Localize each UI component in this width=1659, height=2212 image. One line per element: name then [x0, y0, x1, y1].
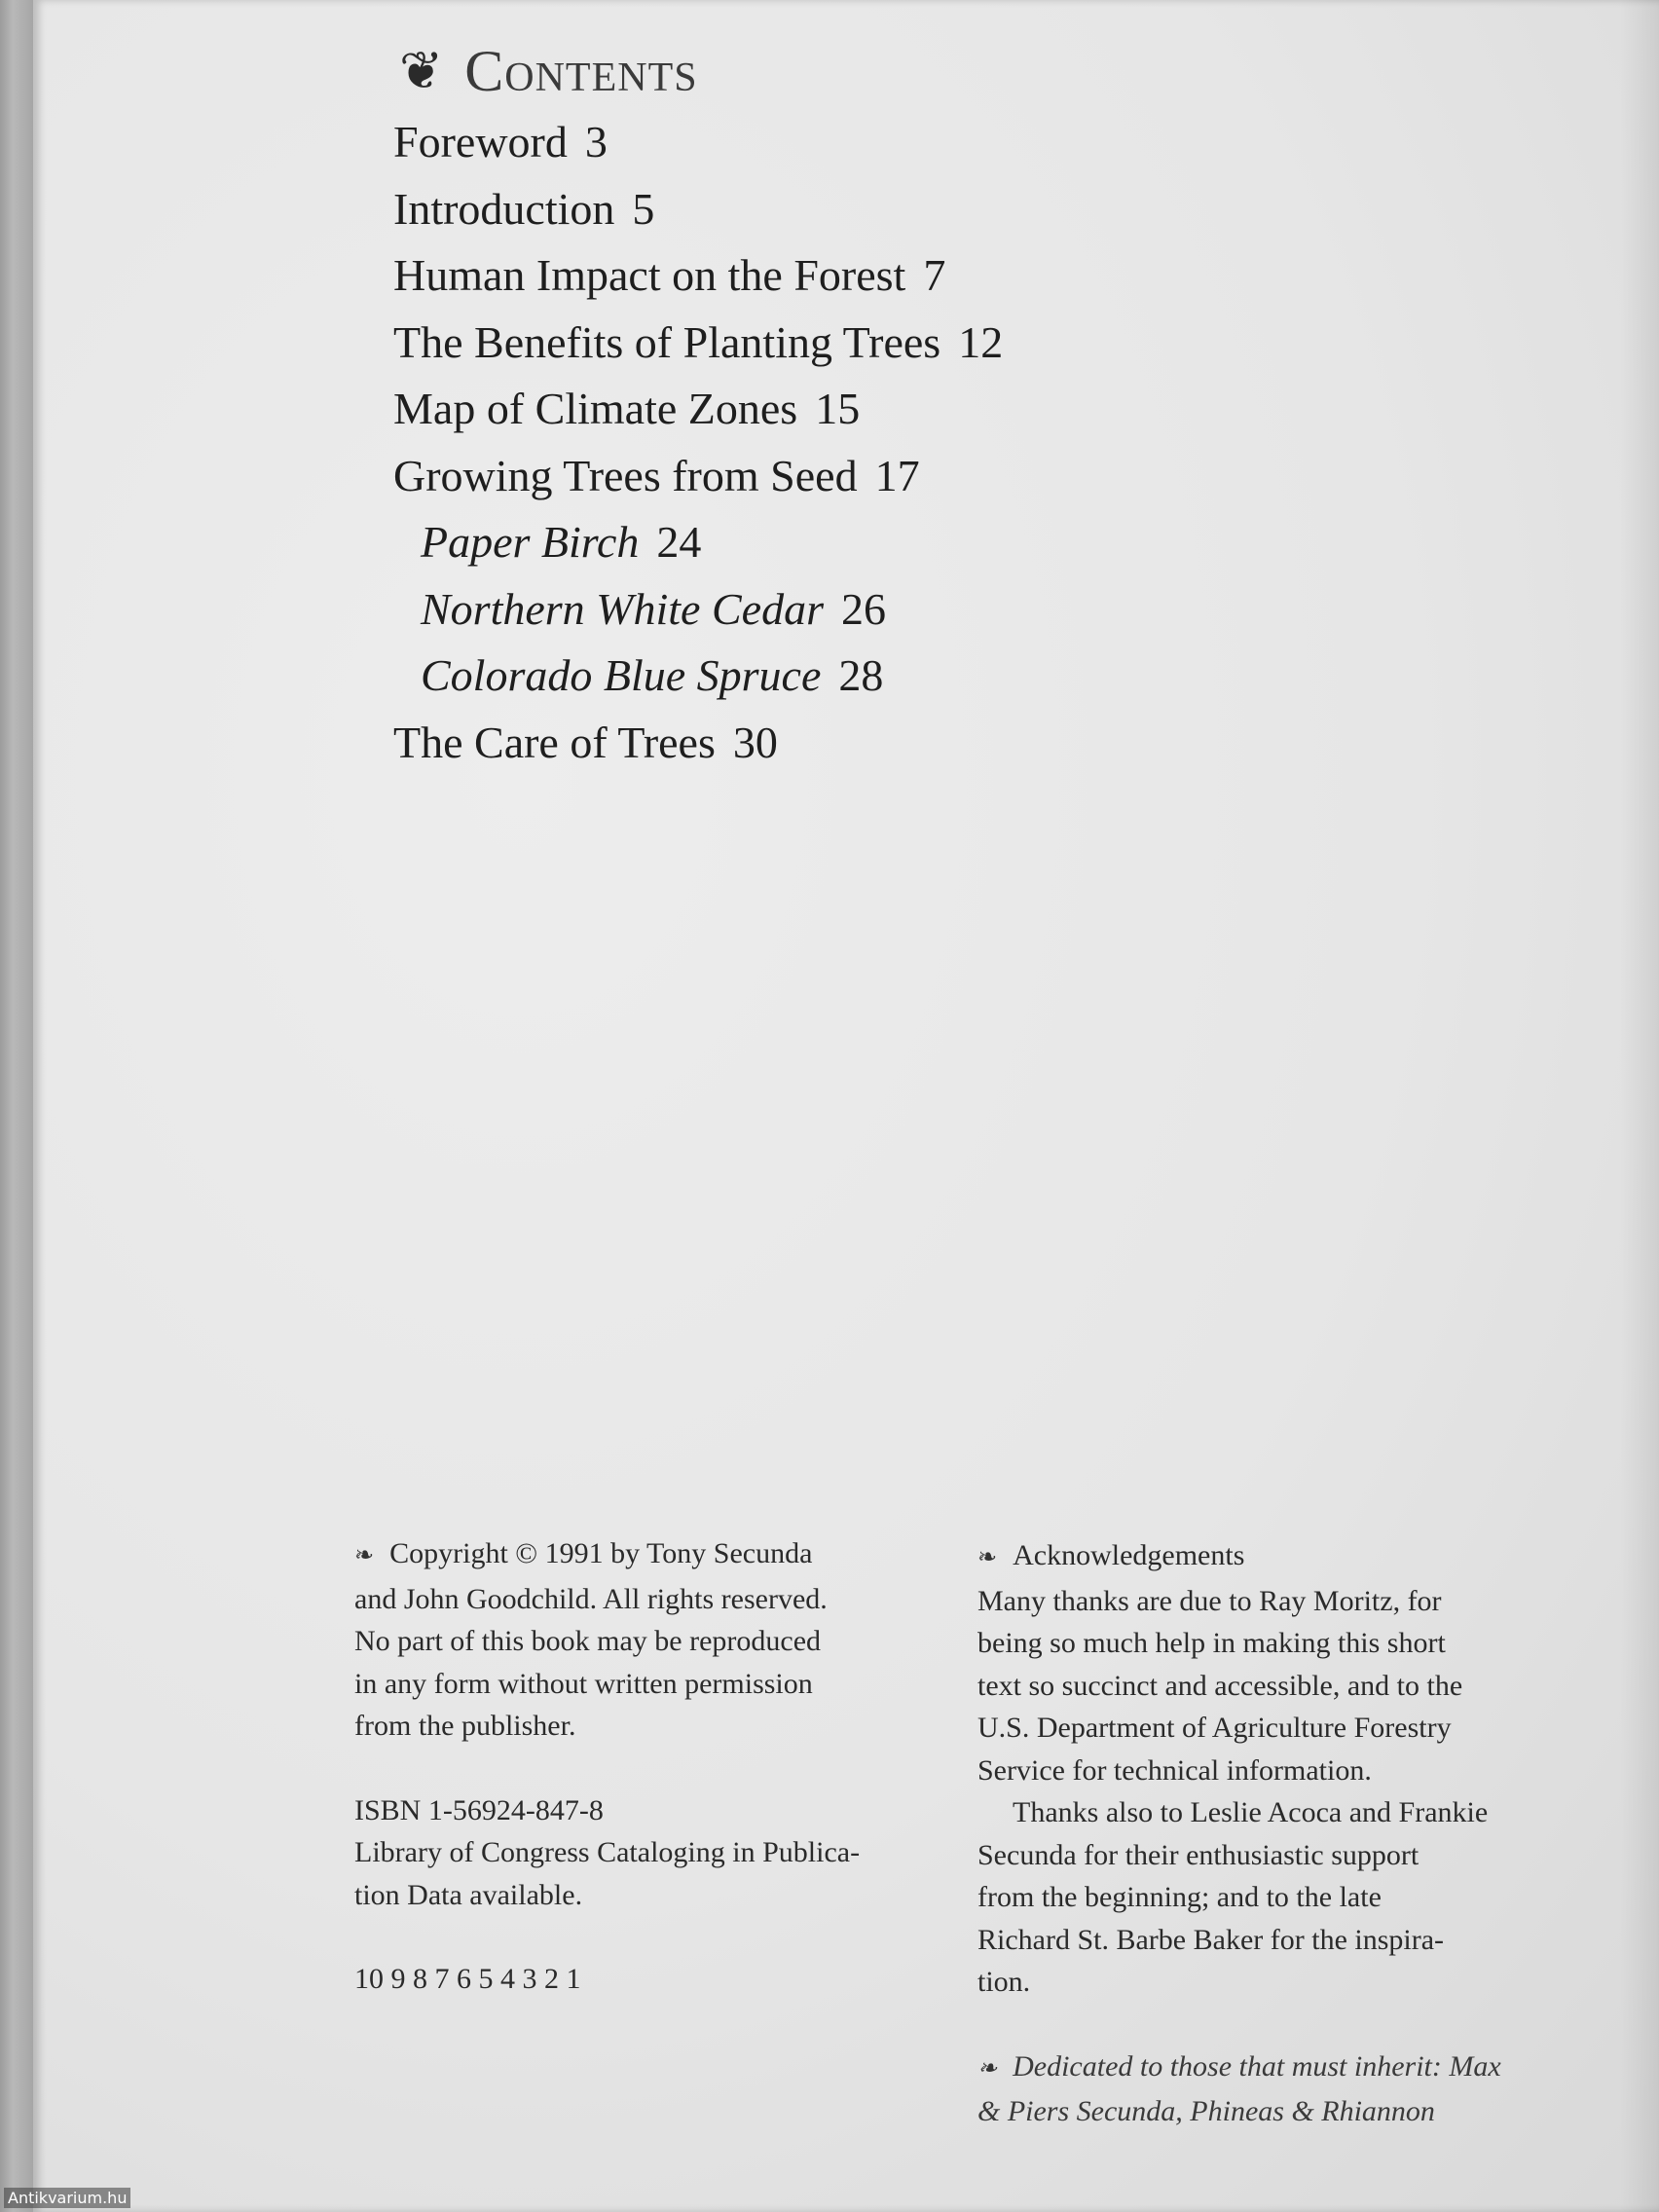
copyright-line: in any form without written permission — [354, 1667, 813, 1700]
ack-line: Secunda for their enthusiastic support — [977, 1838, 1419, 1871]
toc-item — [393, 242, 1270, 310]
toc-item-title: Colorado Blue Spruce — [421, 650, 822, 700]
copyright-line: ❧ Copyright © 1991 by Tony Secunda — [354, 1537, 813, 1569]
toc-item-page: 17 — [874, 450, 920, 500]
spacer — [354, 1916, 977, 1958]
toc-item-title: Foreword — [393, 117, 568, 166]
page-edge-shadow — [1620, 0, 1659, 2212]
copyright-line: and John Goodchild. All rights reserved. — [354, 1582, 828, 1615]
toc-item-page: 7 — [923, 250, 946, 300]
isbn: ISBN 1-56924-847-8 — [354, 1793, 604, 1826]
toc-item-page: 12 — [958, 316, 1004, 367]
copyright-block — [354, 1532, 977, 2001]
toc-item-title: Paper Birch — [421, 517, 640, 567]
toc-item-title: Growing Trees from Seed — [393, 450, 858, 500]
ack-line: tion. — [977, 1966, 1031, 1998]
contents-title: Contents — [464, 39, 698, 103]
ack-line: Thanks also to Leslie Acoca and Frankie — [1013, 1796, 1489, 1828]
acknowledgements-heading: ❧ Acknowledgements — [977, 1539, 1245, 1571]
toc-item-page: 26 — [840, 583, 886, 634]
toc-item-title: The Care of Trees — [393, 717, 716, 767]
watermark: Antikvarium.hu — [4, 2188, 130, 2208]
toc-item-title: The Benefits of Planting Trees — [393, 316, 941, 367]
leaf-ornament-icon: ❧ — [977, 2055, 998, 2082]
toc-item-page: 24 — [656, 517, 702, 567]
toc-item — [393, 310, 1270, 377]
toc-item — [393, 176, 1270, 243]
toc-item-page: 3 — [584, 117, 608, 166]
ack-line: Service for technical information. — [977, 1753, 1372, 1787]
copyright-line: No part of this book may be reproduced — [354, 1625, 822, 1657]
toc-item-page: 5 — [632, 183, 655, 234]
cip-line: tion Data available. — [354, 1878, 583, 1911]
cip-line: Library of Congress Cataloging in Publica- — [354, 1836, 861, 1868]
toc-item-page: 30 — [732, 717, 778, 767]
toc-item-title: Map of Climate Zones — [393, 384, 798, 433]
acknowledgements-block — [977, 1534, 1601, 2133]
ack-line: being so much help in making this short — [977, 1627, 1446, 1659]
book-page — [33, 0, 1659, 2212]
toc-item-title: Human Impact on the Forest — [393, 250, 906, 300]
toc-item — [393, 710, 1270, 777]
toc-item — [393, 443, 1270, 510]
toc-item-page: 15 — [815, 384, 861, 433]
toc-subitem — [393, 643, 1270, 710]
leaf-ornament-icon: ❧ — [354, 1543, 375, 1568]
spacer — [354, 1748, 977, 1789]
dedication-line: & Piers Secunda, Phineas & Rhiannon — [977, 2095, 1435, 2127]
ack-line: from the beginning; and to the late — [977, 1881, 1382, 1913]
spacer — [977, 2004, 1601, 2046]
book-spine — [0, 0, 33, 2212]
ack-line: Many thanks are due to Ray Moritz, for — [977, 1584, 1442, 1617]
ack-line: U.S. Department of Agriculture Forestry — [977, 1712, 1452, 1744]
ack-line: text so succinct and accessible, and to the — [977, 1669, 1463, 1702]
printing-line: 10 9 8 7 6 5 4 3 2 1 — [354, 1963, 581, 1995]
leaf-ornament-icon: ❧ — [977, 1545, 998, 1570]
toc-item-page: 28 — [838, 650, 884, 700]
fleuron-icon: ❦ — [399, 40, 444, 101]
dedication-line: ❧ Dedicated to those that must inherit: Max — [977, 2049, 1501, 2083]
toc-subitem — [393, 576, 1270, 644]
toc-item-title: Introduction — [393, 183, 615, 234]
toc-item — [393, 109, 1270, 176]
toc-item-title: Northern White Cedar — [421, 583, 824, 634]
toc-item — [393, 376, 1270, 443]
contents-heading — [399, 37, 698, 105]
copyright-line: from the publisher. — [354, 1710, 576, 1742]
toc-subitem — [393, 509, 1270, 576]
toc-list — [393, 109, 1270, 776]
ack-line: Richard St. Barbe Baker for the inspira- — [977, 1923, 1445, 1956]
